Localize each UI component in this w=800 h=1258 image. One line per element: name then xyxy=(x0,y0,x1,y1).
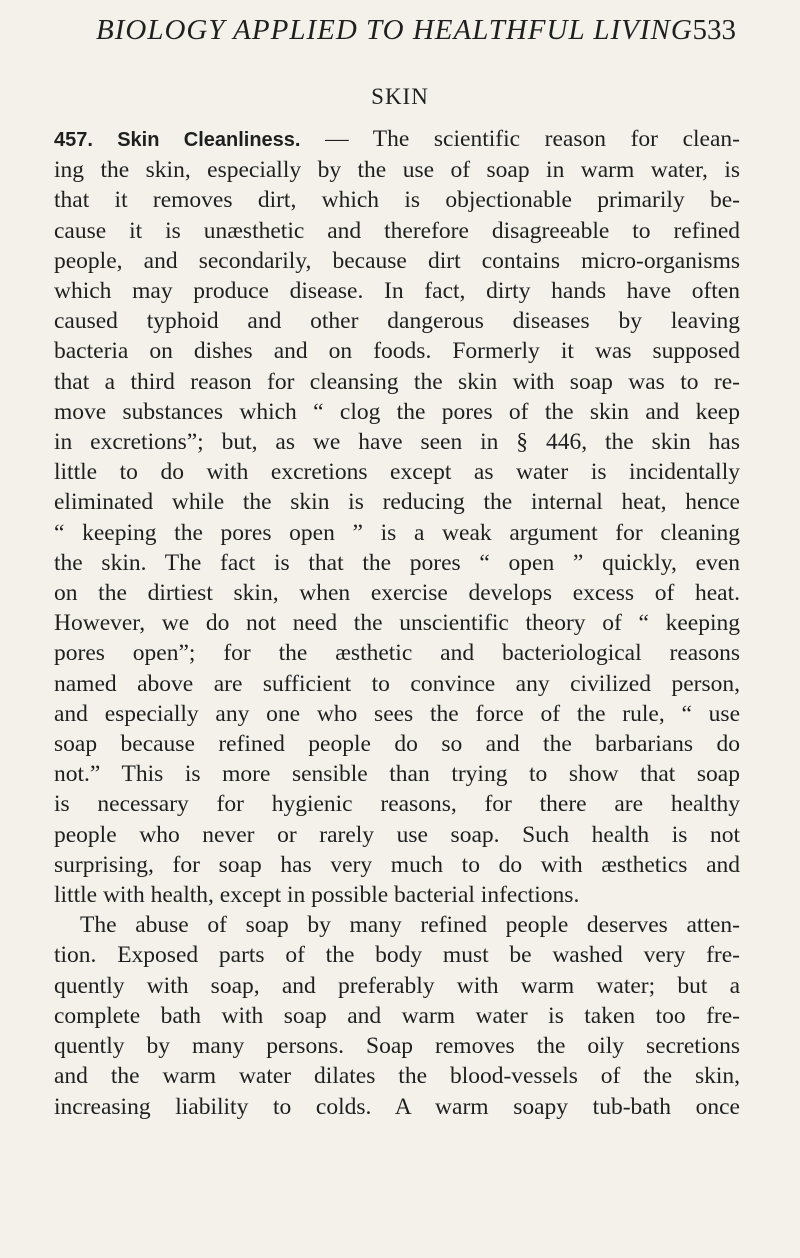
paragraph-1-line: in excretions”; but, as we have seen in § 446, the skin has xyxy=(54,429,740,456)
paragraph-1-line: is necessary for hygienic reasons, for there are healthy xyxy=(54,791,740,818)
paragraph-1-line: and especially any one who sees the force of the rule, “ use xyxy=(54,700,740,727)
paragraph-1-line: not.” This is more sensible than trying to show that soap xyxy=(54,761,740,788)
paragraph-1-line: bacteria on dishes and on foods. Formerly it was supposed xyxy=(54,338,740,365)
paragraph-2-line: quently with soap, and preferably with warm water; but a xyxy=(54,972,740,999)
paragraph-1-line: “ keeping the pores open ” is a weak argument for cleaning xyxy=(54,519,740,546)
paragraph-2-line: quently by many persons. Soap removes the oily secretions xyxy=(54,1033,740,1060)
paragraph-1-line: 457. Skin Cleanliness. — The scientific reason for clean- xyxy=(54,126,740,152)
paragraph-1-line: However, we do not need the unscientific theory of “ keeping xyxy=(54,610,740,637)
paragraph-1-line: cause it is unæsthetic and therefore disagreeable to refined xyxy=(54,217,740,244)
page-number: 533 xyxy=(692,14,736,46)
paragraph-1-line: on the dirtiest skin, when exercise develops excess of heat. xyxy=(54,580,740,607)
paragraph-2-line: complete bath with soap and warm water is taken too fre- xyxy=(54,1002,740,1029)
paragraph-2-line: tion. Exposed parts of the body must be washed very fre- xyxy=(54,942,740,969)
paragraph-1-line: move substances which “ clog the pores of the skin and keep xyxy=(54,398,740,425)
paragraph-1-line: little with health, except in possible bacterial infections. xyxy=(54,882,580,909)
paragraph-1-line: the skin. The fact is that the pores “ open ” quickly, even xyxy=(54,549,740,576)
paragraph-1-line: that it removes dirt, which is objectionable primarily be- xyxy=(54,187,740,214)
running-title: BIOLOGY APPLIED TO HEALTHFUL LIVING xyxy=(96,14,693,46)
paragraph-2-line: The abuse of soap by many refined people deserves atten- xyxy=(80,912,740,939)
paragraph-1-line: that a third reason for cleansing the skin with soap was to re- xyxy=(54,368,740,395)
paragraph-1-line: caused typhoid and other dangerous diseases by leaving xyxy=(54,308,740,335)
paragraph-1-line: named above are sufficient to convince any civilized person, xyxy=(54,670,740,697)
paragraph-lead: 457. Skin Cleanliness. xyxy=(54,129,301,151)
paragraph-2-line: and the warm water dilates the blood-vessels of the skin, xyxy=(54,1063,740,1090)
paragraph-1-line: pores open”; for the æsthetic and bacteriological reasons xyxy=(54,640,740,667)
paragraph-2-line: increasing liability to colds. A warm soapy tub-bath once xyxy=(54,1093,740,1120)
paragraph-1-line: which may produce disease. In fact, dirty hands have often xyxy=(54,278,740,305)
paragraph-1-line: people, and secondarily, because dirt contains micro-organisms xyxy=(54,247,740,274)
paragraph-1-line: ing the skin, especially by the use of soap in warm water, is xyxy=(54,157,740,184)
paragraph-1-line: soap because refined people do so and the barbarians do xyxy=(54,731,740,758)
paragraph-1-line: eliminated while the skin is reducing the internal heat, hence xyxy=(54,489,740,516)
section-title: SKIN xyxy=(371,84,429,109)
paragraph-1-line: people who never or rarely use soap. Such health is not xyxy=(54,821,740,848)
paragraph-1-line: surprising, for soap has very much to do with æsthetics and xyxy=(54,851,740,878)
paragraph-1-line: little to do with excretions except as water is incidentally xyxy=(54,459,740,486)
body-text xyxy=(54,124,740,1122)
running-head xyxy=(96,14,736,54)
